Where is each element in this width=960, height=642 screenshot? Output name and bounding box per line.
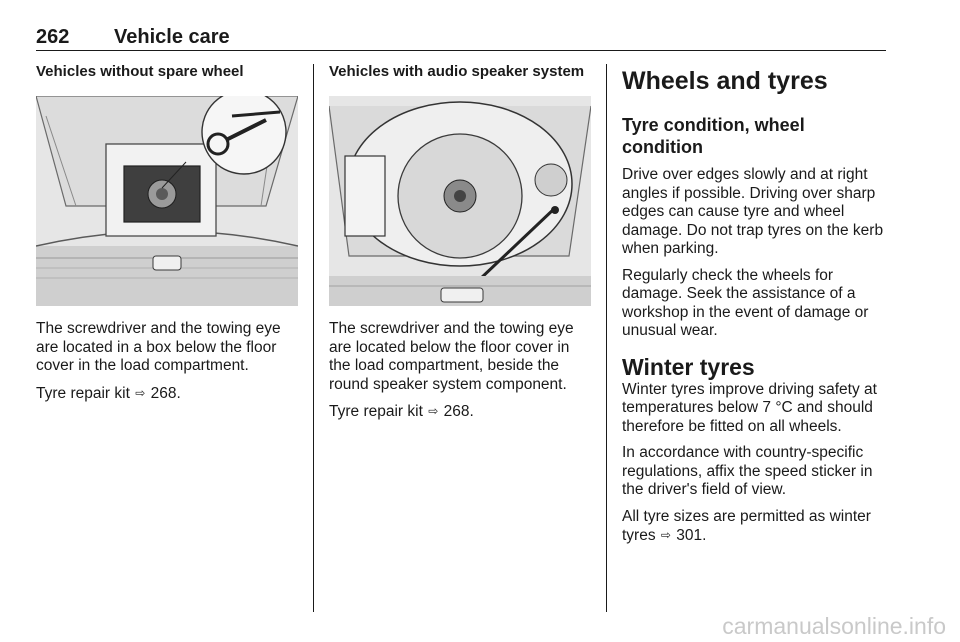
column-without-spare-wheel xyxy=(36,62,298,403)
column-divider xyxy=(606,64,607,612)
para-winter-tyres: Winter tyres improve driving safety at temperatures below 7 °C and should therefore be fitted on all wheels. xyxy=(622,380,877,435)
title-wheels-and-tyres: Wheels and tyres xyxy=(622,67,828,95)
arrow-ref-icon: ⇨ xyxy=(660,528,671,542)
ref-page: 268. xyxy=(443,403,474,420)
watermark: carmanualsonline.info xyxy=(722,613,946,639)
tyre-sizes-text: All tyre sizes are permitted as winter tyres xyxy=(622,507,871,544)
arrow-ref-icon: ⇨ xyxy=(428,404,439,418)
arrow-ref-icon: ⇨ xyxy=(135,385,146,400)
title-winter-tyres: Winter tyres xyxy=(622,353,755,380)
para-without-spare-wheel: The screwdriver and the towing eye are located in a box below the floor cover in the load compartment. xyxy=(36,320,281,374)
page-header xyxy=(36,26,886,52)
ref-page: 301. xyxy=(676,527,707,544)
ref-page: 268. xyxy=(150,384,181,402)
trunk-storage-box-illustration xyxy=(36,96,298,306)
section-title: Vehicle care xyxy=(114,26,230,48)
column-wheels-tyres xyxy=(622,66,888,546)
para-speed-sticker: In accordance with country-specific regulations, affix the speed sticker in the driver's field of view. xyxy=(622,444,873,498)
page-number: 262 xyxy=(36,26,70,48)
column-divider xyxy=(313,64,314,612)
para-tyre-sizes xyxy=(622,508,888,546)
para-audio-speaker: The screwdriver and the towing eye are located below the floor cover in the load compartment, beside the round speaker system component. xyxy=(329,320,574,393)
subtitle-tyre-condition: Tyre condition, wheel condition xyxy=(622,115,805,157)
heading-audio-speaker: Vehicles with audio speaker system xyxy=(329,63,585,80)
heading-without-spare-wheel: Vehicles without spare wheel xyxy=(36,63,244,80)
trunk-speaker-illustration xyxy=(329,96,591,306)
para-tyre-condition: Drive over edges slowly and at right angles if possible. Driving over sharp edges can cause tyre and wheel damage. Do not trap tyres on the kerb when parking. xyxy=(622,166,884,257)
ref-audio-speaker xyxy=(329,402,591,422)
ref-text: Tyre repair kit xyxy=(329,403,423,420)
ref-text: Tyre repair kit xyxy=(36,384,130,402)
para-regular-check: Regularly check the wheels for damage. Seek the assistance of a workshop in the event of damage or unusual wear. xyxy=(622,266,869,339)
header-rule xyxy=(36,50,886,51)
ref-without-spare-wheel xyxy=(36,384,298,404)
column-audio-speaker xyxy=(329,62,591,422)
